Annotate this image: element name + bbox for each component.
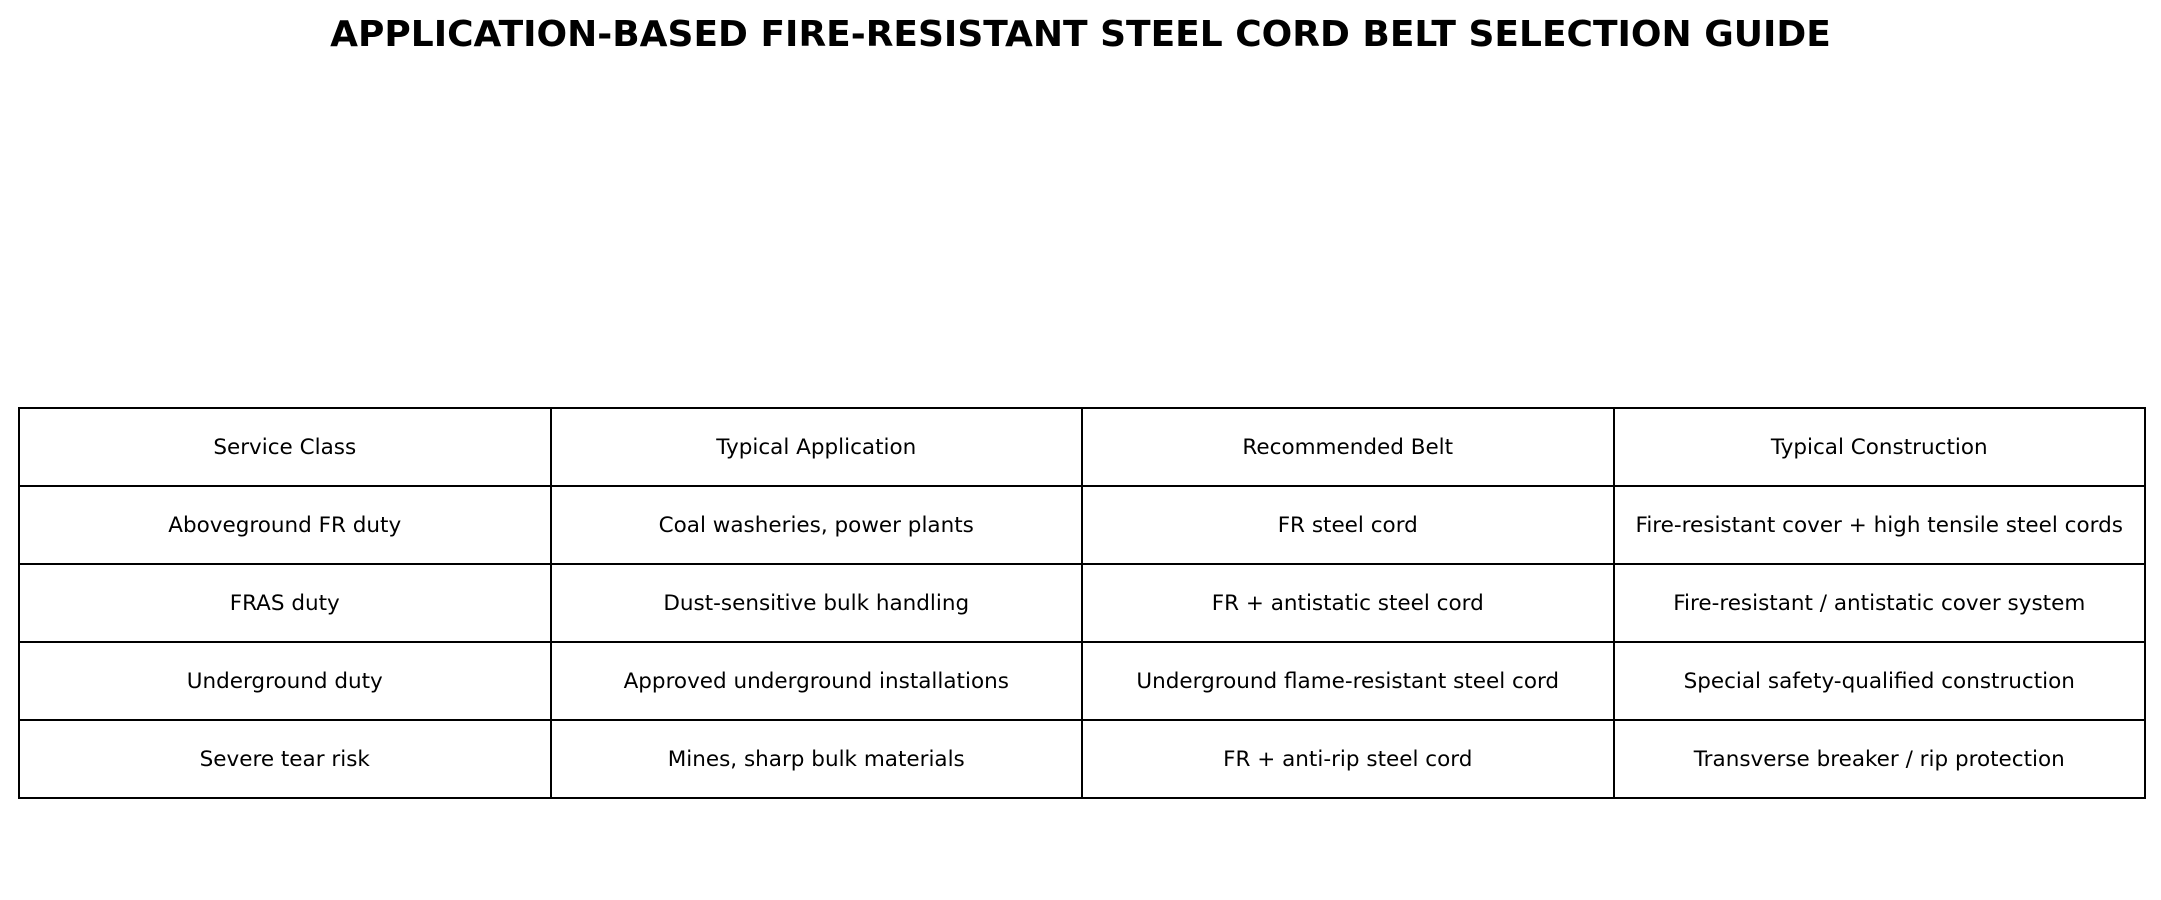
table-cell: Dust-sensitive bulk handling: [551, 564, 1083, 642]
table-cell: FR + antistatic steel cord: [1082, 564, 1614, 642]
table-cell: FR + anti-rip steel cord: [1082, 720, 1614, 798]
selection-guide-table: [18, 407, 2146, 799]
table-cell: Mines, sharp bulk materials: [551, 720, 1083, 798]
chart-title: APPLICATION-BASED FIRE-RESISTANT STEEL CORD BELT SELECTION GUIDE: [330, 14, 1831, 55]
table-cell: Special safety-qualified construction: [1614, 642, 2146, 720]
column-header: Recommended Belt: [1082, 408, 1614, 486]
selection-guide-table-container: [18, 407, 2146, 799]
table-cell: Fire-resistant / antistatic cover system: [1614, 564, 2146, 642]
table-row: [19, 642, 2145, 720]
table-cell: Transverse breaker / rip protection: [1614, 720, 2146, 798]
table-cell: Fire-resistant cover + high tensile steel cords: [1614, 486, 2146, 564]
table-header-row: [19, 408, 2145, 486]
table-cell: Aboveground FR duty: [19, 486, 551, 564]
table-cell: Severe tear risk: [19, 720, 551, 798]
table-row: [19, 564, 2145, 642]
column-header: Typical Construction: [1614, 408, 2146, 486]
table-cell: Underground flame-resistant steel cord: [1082, 642, 1614, 720]
column-header: Typical Application: [551, 408, 1083, 486]
table-row: [19, 720, 2145, 798]
table-cell: FRAS duty: [19, 564, 551, 642]
table-cell: FR steel cord: [1082, 486, 1614, 564]
table-row: [19, 486, 2145, 564]
table-cell: Coal washeries, power plants: [551, 486, 1083, 564]
column-header: Service Class: [19, 408, 551, 486]
table-cell: Approved underground installations: [551, 642, 1083, 720]
table-cell: Underground duty: [19, 642, 551, 720]
